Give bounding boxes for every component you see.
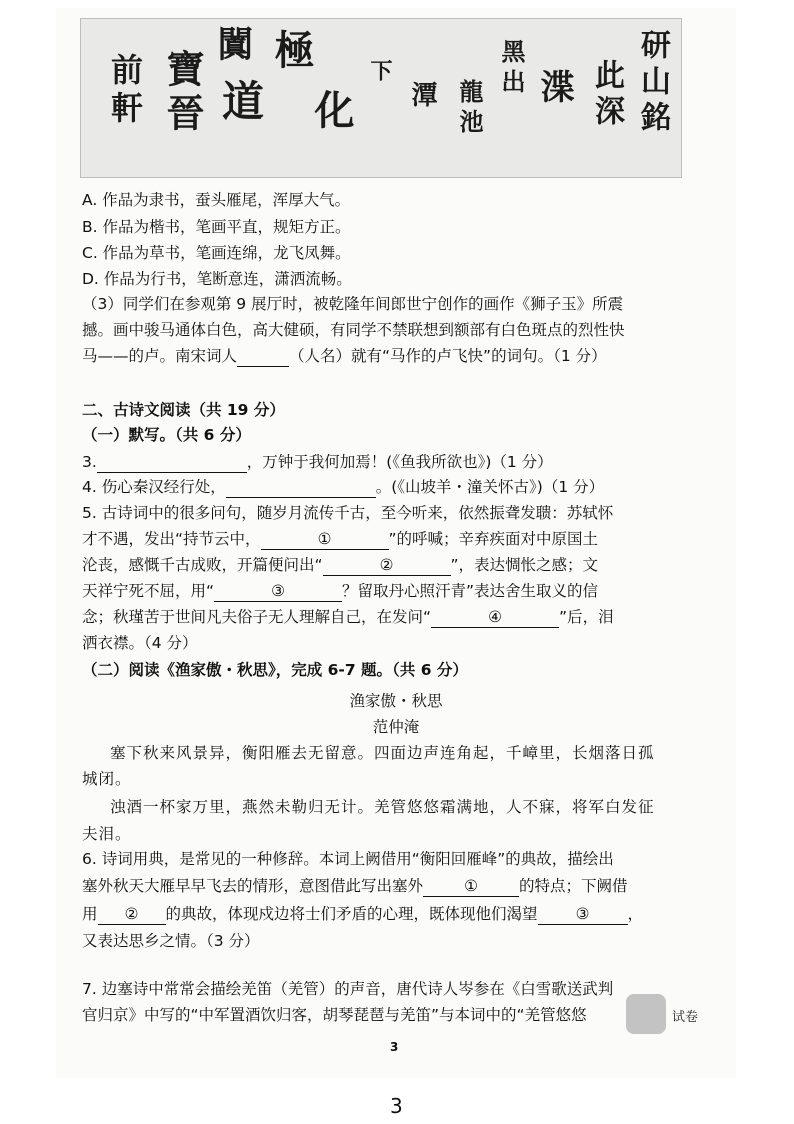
poem-title: 渔家傲・秋思 — [349, 692, 443, 710]
q6-line-4: 又表达思乡之情。（3 分） — [82, 932, 260, 950]
q5-line-2-start: 才不遇，发出“持节云中， — [82, 530, 261, 548]
page-number-small: 3 — [390, 1040, 399, 1054]
poem-line-2: 城闭。 — [82, 770, 132, 788]
option-c: C. 作品为草书，笔画连绵，龙飞凤舞。 — [82, 244, 351, 262]
q5-line-4-end: ？留取丹心照汗青”表达舍生取义的信 — [342, 582, 599, 600]
q6-blank-1[interactable]: ① — [423, 877, 519, 897]
q4-dictation-text: 4. 伤心秦汉经行处， — [82, 478, 226, 496]
q6-line-3-start: 用 — [82, 905, 98, 923]
q5-line-2-end: ”的呼喊；辛弃疾面对中原国土 — [388, 530, 599, 548]
calligraphy-col-10: 道 — [216, 79, 265, 127]
q3-line-1: （3）同学们在参观第 9 展厅时，被乾隆年间郎世宁创作的画作《狮子玉》所震 — [82, 295, 624, 313]
q5-line-5-end: ”后，泪 — [559, 608, 614, 626]
q3-dictation-num: 3. — [82, 453, 97, 471]
q5-line-5 — [82, 608, 614, 628]
q5-line-2 — [82, 530, 598, 550]
page-number: 3 — [390, 1094, 403, 1118]
q4-dictation-blank[interactable] — [226, 478, 376, 498]
q5-line-3-end: ”，表达惆怅之感；文 — [450, 556, 599, 574]
section-2-sub-2: （二）阅读《渔家傲・秋思》，完成 6-7 题。（共 6 分） — [82, 661, 468, 679]
q6-line-1: 6. 诗词用典，是常见的一种修辞。本词上阙借用“衡阳回雁峰”的典故，描绘出 — [82, 850, 614, 868]
q5-line-6: 洒衣襟。（4 分） — [82, 634, 198, 652]
section-2-sub-1: （一）默写。（共 6 分） — [82, 426, 251, 444]
q6-line-2-end: 的特点；下阙借 — [519, 877, 628, 895]
calligraphy-col-9: 極 — [268, 29, 315, 75]
poem-line-3: 浊酒一杯家万里，燕然未勒归无计。羌管悠悠霜满地，人不寐，将军白发征 — [110, 798, 655, 816]
q3-dictation — [82, 453, 553, 473]
q3-line-3 — [82, 347, 607, 367]
q5-line-3 — [82, 556, 598, 576]
q3-dictation-text: ，万钟于我何加焉！(《鱼我所欲也》)（1 分） — [246, 453, 553, 471]
section-2-title: 二、古诗文阅读（共 19 分） — [82, 401, 285, 419]
calligraphy-col-13: 前軒 — [106, 53, 144, 129]
q5-blank-3[interactable]: ③ — [214, 582, 342, 602]
q6-line-2-start: 塞外秋天大雁早早飞去的情形，意图借此写出塞外 — [82, 877, 424, 895]
q6-line-2 — [82, 877, 628, 897]
option-a: A. 作品为隶书，蚕头雁尾，浑厚大气。 — [82, 191, 351, 209]
calligraphy-col-3: 渫 — [534, 69, 574, 109]
q7-line-2: 官归京》中写的“中军置酒饮归客，胡琴琵琶与羌笛”与本词中的“羌管悠悠 — [82, 1006, 587, 1024]
q5-blank-4[interactable]: ④ — [431, 608, 559, 628]
q3-line-3-end: （人名）就有“马作的卢飞快”的词句。（1 分） — [289, 347, 607, 365]
calligraphy-col-6: 潭 — [407, 81, 437, 113]
q6-line-3 — [82, 905, 643, 925]
q3-answer-blank[interactable] — [237, 347, 289, 367]
q5-line-5-start: 念；秋瑾苦于世间凡夫俗子无人理解自己，在发问“ — [82, 608, 432, 626]
poem-line-1: 塞下秋来风景异，衡阳雁去无留意。四面边声连角起，千嶂里，长烟落日孤 — [110, 744, 655, 762]
q4-dictation-tail: 。(《山坡羊・潼关怀古》)（1 分） — [375, 478, 605, 496]
q5-line-4-start: 天祥宁死不屈，用“ — [82, 582, 215, 600]
poem-line-4: 夫泪。 — [82, 825, 132, 843]
q3-line-3-start: 马——的卢。南宋词人 — [82, 347, 238, 365]
q6-line-3-end: ， — [627, 905, 644, 923]
calligraphy-col-5: 龍池 — [455, 79, 484, 139]
q5-blank-1[interactable]: ① — [261, 530, 389, 550]
calligraphy-col-8: 化 — [308, 89, 355, 135]
q3-line-2: 撼。画中骏马通体白色，高大健硕，有同学不禁联想到额部有白色斑点的烈性快 — [82, 321, 625, 339]
calligraphy-col-11: 闐 — [212, 25, 254, 67]
q6-blank-2[interactable]: ② — [98, 905, 166, 925]
q5-blank-2[interactable]: ② — [323, 556, 451, 576]
q5-line-4 — [82, 582, 598, 602]
q4-dictation — [82, 478, 604, 498]
option-d: D. 作品为行书，笔断意连，潇洒流畅。 — [82, 270, 352, 288]
poem-author: 范仲淹 — [372, 718, 420, 736]
calligraphy-col-12: 寶晉 — [160, 49, 205, 137]
q7-line-1: 7. 边塞诗中常常会描绘羌笛（羌管）的声音，唐代诗人岑参在《白雪歌送武判 — [82, 980, 614, 998]
q5-line-1: 5. 古诗词中的很多问句，随岁月流传千古，至今听来，依然振聋发聩：苏轼怀 — [82, 504, 614, 522]
watermark-logo-icon — [626, 994, 666, 1034]
calligraphy-col-4: 黑出 — [497, 39, 526, 99]
calligraphy-col-2: 此深 — [589, 59, 624, 131]
q6-line-3-mid: 的典故，体现戍边将士们矛盾的心理，既体现他们渴望 — [165, 905, 538, 923]
option-b: B. 作品为楷书，笔画平直，规矩方正。 — [82, 218, 351, 236]
q5-line-3-start: 沦丧，感慨千古成败，开篇便问出“ — [82, 556, 323, 574]
q6-blank-3[interactable]: ③ — [538, 905, 628, 925]
calligraphy-col-7: 下 — [367, 59, 393, 87]
watermark-text: 试卷 — [672, 1010, 699, 1025]
calligraphy-artwork — [80, 18, 682, 178]
calligraphy-col-1: 研山銘 — [635, 29, 670, 137]
q3-dictation-blank[interactable] — [97, 453, 247, 473]
